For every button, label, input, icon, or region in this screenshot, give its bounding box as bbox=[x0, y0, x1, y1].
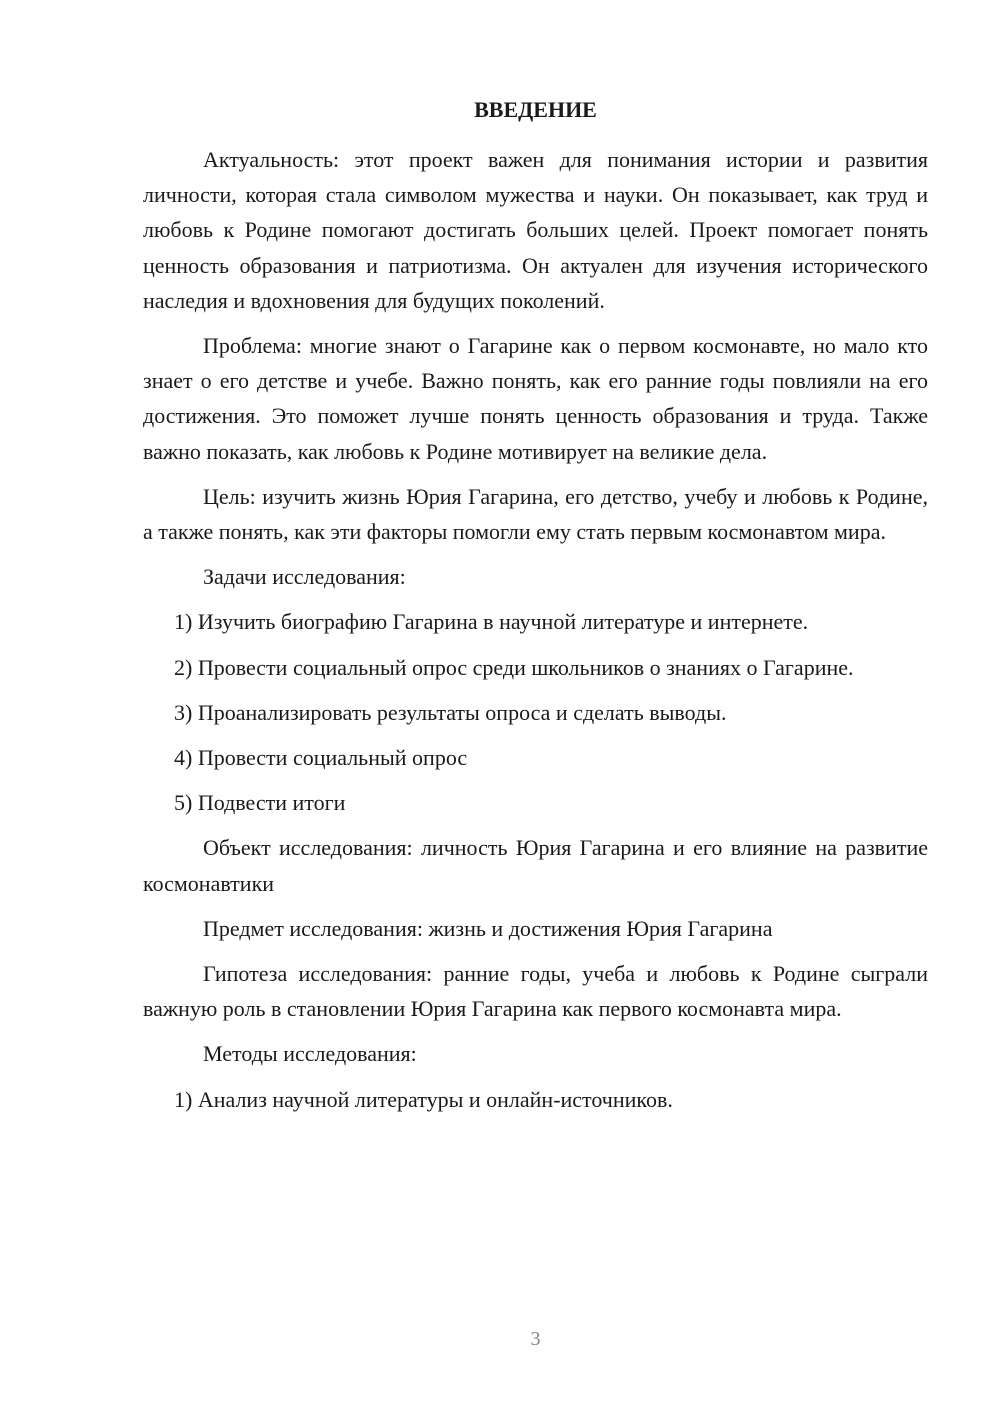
methods-title: Методы исследования: bbox=[203, 1041, 417, 1067]
problem-paragraph: Проблема: многие знают о Гагарине как о первом космонавте, но мало кто знает о его детстве и учебе. Важно понять, как его ранние годы повлияли на его достижения. Это поможет лучше понять ценность образования и труда. Также важно показать, как любовь к Родине мотивирует на великие дела. bbox=[143, 333, 928, 464]
goal-paragraph: Цель: изучить жизнь Юрия Гагарина, его детство, учебу и любовь к Родине, а также понять, как эти факторы помогли ему стать первым космонавтом мира. bbox=[143, 483, 928, 545]
object-paragraph: Объект исследования: личность Юрия Гагарина и его влияние на развитие космонавтики bbox=[143, 835, 928, 896]
task-item: 4) Провести социальный опрос bbox=[174, 745, 468, 771]
page-number: 3 bbox=[530, 1328, 541, 1350]
tasks-title: Задачи исследования: bbox=[203, 564, 406, 590]
hypothesis-paragraph: Гипотеза исследования: ранние годы, учеба и любовь к Родине сыграли важную роль в становлении Юрия Гагарина как первого космонавта мира. bbox=[143, 961, 928, 1022]
relevance-paragraph: Актуальность: этот проект важен для понимания истории и развития личности, которая стала символом мужества и науки. Он показывает, как труд и любовь к Родине помогают достигать больших целей. Проект помогает понять ценность образования и патриотизма. Он актуален для изучения исторического наследия и вдохновения для будущих поколений. bbox=[143, 147, 928, 313]
method-item: 1) Анализ научной литературы и онлайн-источников. bbox=[174, 1086, 673, 1112]
task-item: 2) Провести социальный опрос среди школьников о знаниях о Гагарине. bbox=[174, 654, 854, 680]
document-body bbox=[143, 142, 928, 1127]
subject-paragraph: Предмет исследования: жизнь и достижения Юрия Гагарина bbox=[203, 915, 773, 941]
task-item: 3) Проанализировать результаты опроса и сделать выводы. bbox=[174, 699, 727, 725]
task-item: 1) Изучить биографию Гагарина в научной литературе и интернете. bbox=[174, 609, 809, 635]
section-heading: ВВЕДЕНИЕ bbox=[474, 97, 597, 122]
task-item: 5) Подвести итоги bbox=[174, 790, 346, 816]
